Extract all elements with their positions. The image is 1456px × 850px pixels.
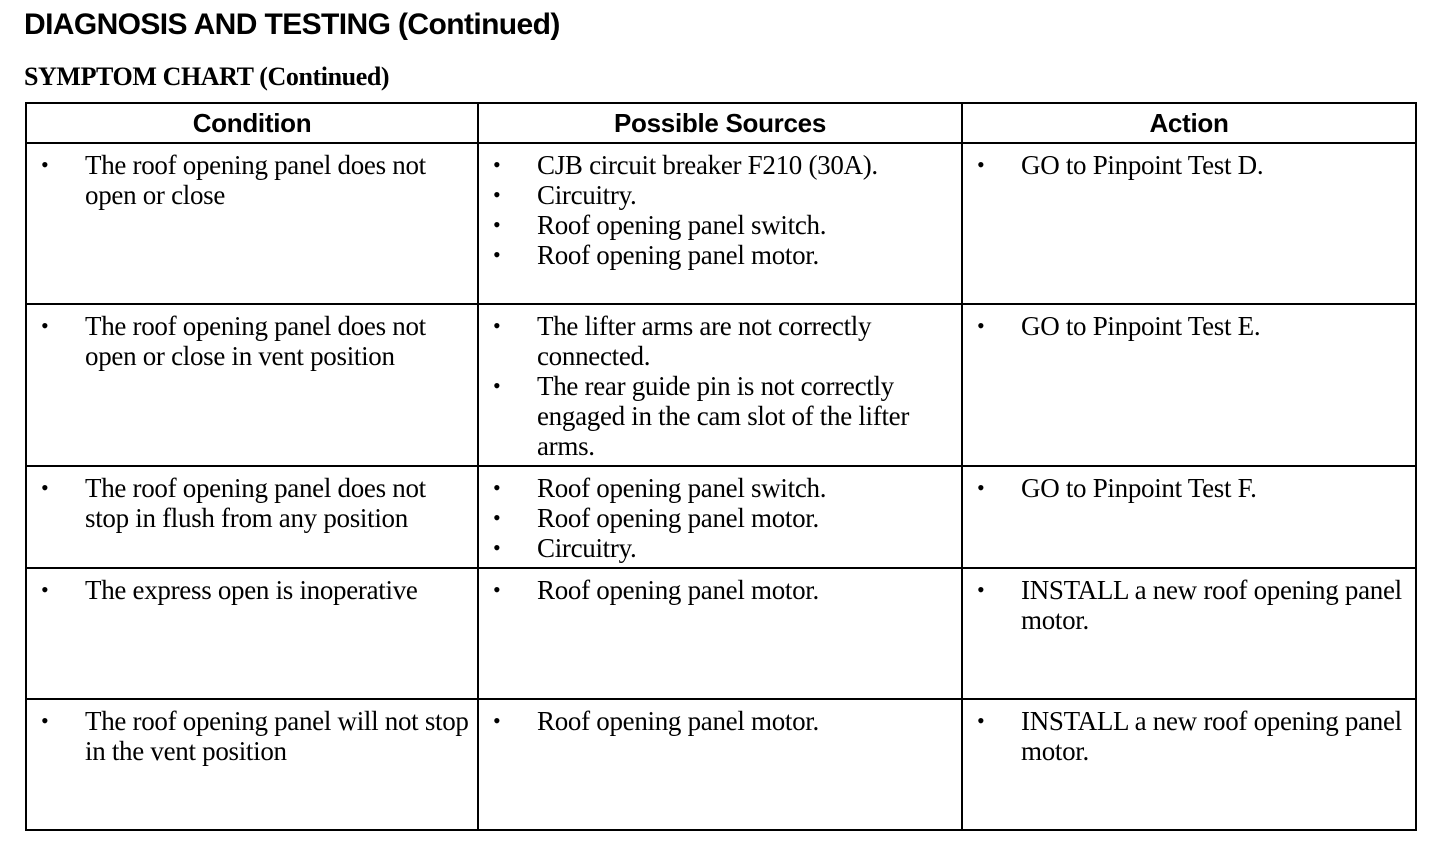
condition-cell [26, 568, 478, 699]
item-text: INSTALL a new roof opening panel motor. [1021, 575, 1402, 635]
item-text: Circuitry. [537, 533, 637, 563]
item-text: The lifter arms are not correctly connected. [537, 311, 872, 371]
action-cell [962, 466, 1416, 568]
condition-cell [26, 466, 478, 568]
list-item [975, 706, 1407, 766]
item-text: The rear guide pin is not correctly engaged in the cam slot of the lifter arms. [537, 371, 910, 461]
list-item [39, 575, 469, 605]
item-text: Roof opening panel motor. [537, 706, 819, 736]
list-item [975, 473, 1407, 503]
item-text: GO to Pinpoint Test D. [1021, 150, 1264, 180]
bullet-icon: • [977, 708, 985, 733]
item-text: The roof opening panel will not stop in the vent position [85, 706, 469, 766]
list-item [491, 371, 953, 461]
bullet-icon: • [493, 505, 501, 530]
bullet-icon: • [977, 475, 985, 500]
list-item [491, 503, 953, 533]
bullet-icon: • [977, 152, 985, 177]
bullet-icon: • [493, 475, 501, 500]
list-item [491, 533, 953, 563]
list-item [491, 706, 953, 736]
action-cell [962, 568, 1416, 699]
header-condition: Condition [26, 103, 478, 143]
action-cell [962, 143, 1416, 304]
table-row [26, 466, 1416, 568]
bullet-icon: • [493, 577, 501, 602]
list-item [975, 311, 1407, 341]
bullet-icon: • [41, 475, 49, 500]
sources-cell [478, 699, 962, 830]
table-row [26, 568, 1416, 699]
item-text: Roof opening panel switch. [537, 473, 827, 503]
bullet-icon: • [41, 152, 49, 177]
bullet-icon: • [41, 313, 49, 338]
sources-cell [478, 568, 962, 699]
table-body [26, 143, 1416, 830]
table-header-row [26, 103, 1416, 143]
action-cell [962, 699, 1416, 830]
item-text: GO to Pinpoint Test E. [1021, 311, 1261, 341]
item-text: Roof opening panel motor. [537, 575, 819, 605]
sources-cell [478, 466, 962, 568]
condition-cell [26, 143, 478, 304]
item-text: Roof opening panel switch. [537, 210, 827, 240]
item-text: Circuitry. [537, 180, 637, 210]
item-text: GO to Pinpoint Test F. [1021, 473, 1257, 503]
list-item [491, 210, 953, 240]
list-item [491, 473, 953, 503]
item-text: Roof opening panel motor. [537, 240, 819, 270]
symptom-chart-table [25, 102, 1417, 831]
list-item [39, 473, 469, 533]
action-cell [962, 304, 1416, 466]
table-row [26, 699, 1416, 830]
page-title: DIAGNOSIS AND TESTING (Continued) [24, 8, 560, 41]
bullet-icon: • [977, 313, 985, 338]
bullet-icon: • [977, 577, 985, 602]
item-text: INSTALL a new roof opening panel motor. [1021, 706, 1402, 766]
list-item [491, 311, 953, 371]
header-possible-sources: Possible Sources [478, 103, 962, 143]
list-item [491, 575, 953, 605]
bullet-icon: • [493, 708, 501, 733]
list-item [39, 311, 469, 371]
bullet-icon: • [493, 313, 501, 338]
list-item [975, 575, 1407, 635]
bullet-icon: • [493, 152, 501, 177]
item-text: The express open is inoperative [85, 575, 418, 605]
item-text: The roof opening panel does not open or close [85, 150, 426, 210]
bullet-icon: • [493, 535, 501, 560]
bullet-icon: • [493, 242, 501, 267]
bullet-icon: • [493, 182, 501, 207]
header-action: Action [962, 103, 1416, 143]
table-row [26, 304, 1416, 466]
chart-subtitle: SYMPTOM CHART (Continued) [24, 62, 390, 91]
table-row [26, 143, 1416, 304]
item-text: The roof opening panel does not open or close in vent position [85, 311, 426, 371]
sources-cell [478, 304, 962, 466]
item-text: CJB circuit breaker F210 (30A). [537, 150, 878, 180]
bullet-icon: • [41, 577, 49, 602]
list-item [975, 150, 1407, 180]
condition-cell [26, 304, 478, 466]
item-text: Roof opening panel motor. [537, 503, 819, 533]
bullet-icon: • [493, 373, 501, 398]
list-item [39, 150, 469, 210]
list-item [39, 706, 469, 766]
item-text: The roof opening panel does not stop in flush from any position [85, 473, 426, 533]
bullet-icon: • [41, 708, 49, 733]
list-item [491, 180, 953, 210]
list-item [491, 150, 953, 180]
condition-cell [26, 699, 478, 830]
list-item [491, 240, 953, 270]
bullet-icon: • [493, 212, 501, 237]
sources-cell [478, 143, 962, 304]
